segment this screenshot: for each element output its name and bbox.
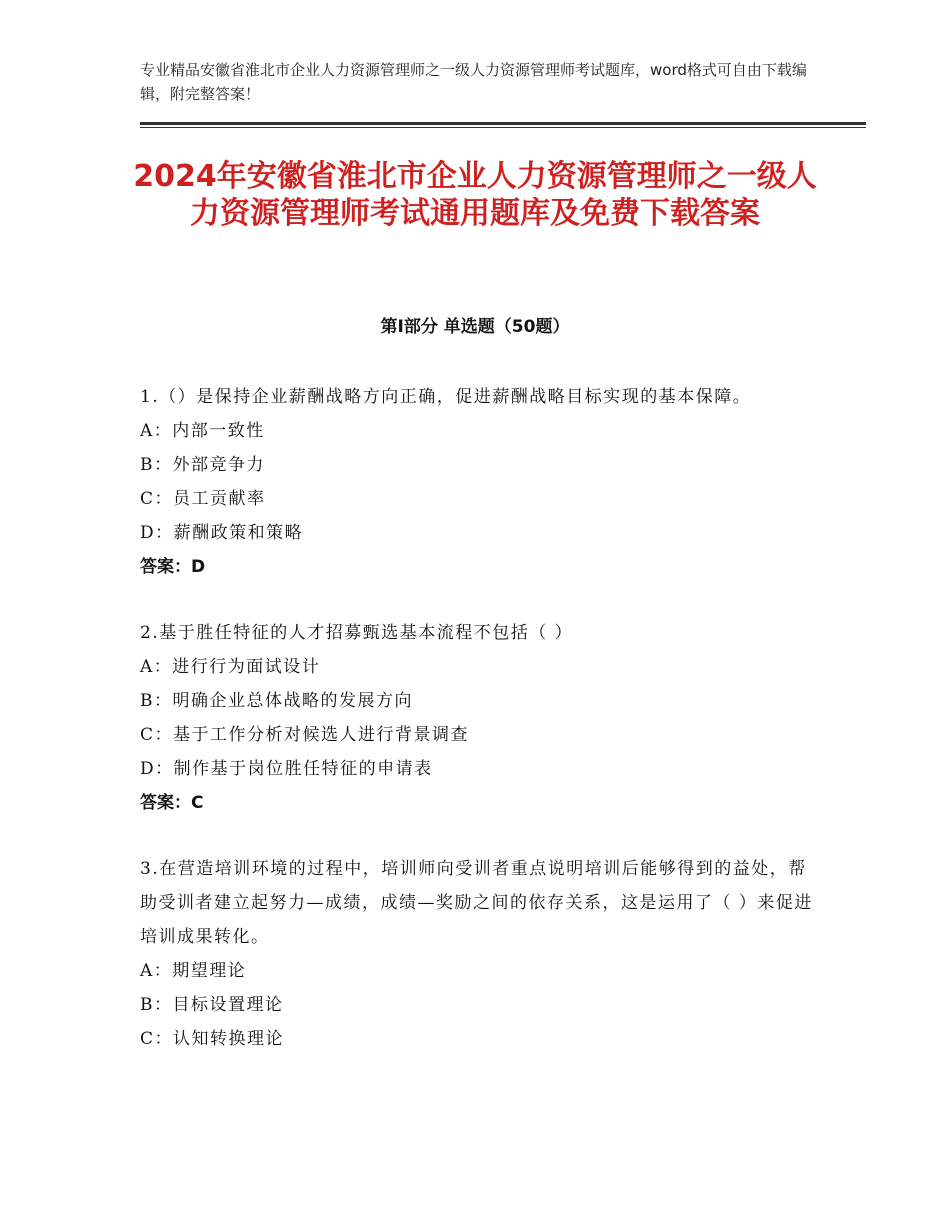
question-1 bbox=[140, 380, 820, 584]
question-3 bbox=[140, 852, 820, 1056]
option-d: D：薪酬政策和策略 bbox=[140, 523, 304, 543]
option-c: C：基于工作分析对候选人进行背景调查 bbox=[140, 725, 470, 745]
header-divider bbox=[140, 122, 866, 128]
option-c: C：员工贡献率 bbox=[140, 489, 266, 509]
option-b: B：明确企业总体战略的发展方向 bbox=[140, 691, 413, 711]
question-list bbox=[140, 380, 820, 1088]
question-stem: 1.（）是保持企业薪酬战略方向正确，促进薪酬战略目标实现的基本保障。 bbox=[140, 387, 752, 407]
option-b: B：外部竞争力 bbox=[140, 455, 265, 475]
question-2 bbox=[140, 616, 820, 820]
document-title: 2024年安徽省淮北市企业人力资源管理师之一级人力资源管理师考试通用题库及免费下载答案 bbox=[133, 159, 817, 231]
option-c: C：认知转换理论 bbox=[140, 1029, 285, 1049]
answer-label: 答案：D bbox=[140, 557, 206, 577]
question-stem: 3.在营造培训环境的过程中，培训师向受训者重点说明培训后能够得到的益处，帮助受训者建立起努力—成绩，成绩—奖励之间的依存关系，这是运用了（ ）来促进培训成果转化。 bbox=[140, 859, 813, 947]
option-b: B：目标设置理论 bbox=[140, 995, 284, 1015]
option-a: A：期望理论 bbox=[140, 961, 247, 981]
option-a: A：进行行为面试设计 bbox=[140, 657, 321, 677]
header-divider-thick bbox=[140, 122, 866, 125]
header-note: 专业精品安徽省淮北市企业人力资源管理师之一级人力资源管理师考试题库，word格式可自由下载编辑，附完整答案！ bbox=[140, 61, 807, 103]
header-divider-thin bbox=[140, 127, 866, 128]
question-stem: 2.基于胜任特征的人才招募甄选基本流程不包括（ ） bbox=[140, 623, 574, 643]
option-d: D：制作基于岗位胜任特征的申请表 bbox=[140, 759, 433, 779]
option-a: A：内部一致性 bbox=[140, 421, 265, 441]
section-heading: 第Ⅰ部分 单选题（50题） bbox=[380, 317, 570, 337]
answer-label: 答案：C bbox=[140, 793, 204, 813]
